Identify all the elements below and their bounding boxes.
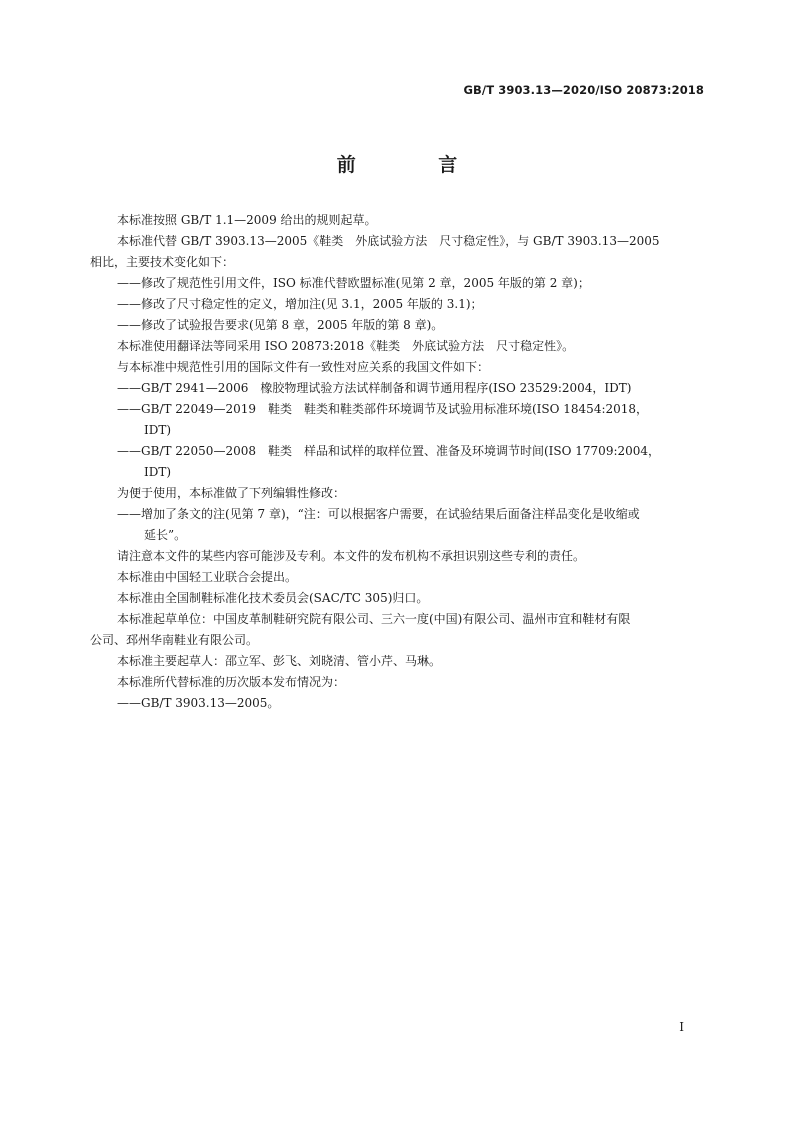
paragraph-correspondence: 与本标准中规范性引用的国际文件有一致性对应关系的我国文件如下： (117, 360, 490, 374)
list-item: ——GB/T 3903.13—2005。 (117, 696, 280, 710)
preface-body (90, 210, 705, 714)
paragraph-drafting-rules: 本标准按照 GB/T 1.1—2009 给出的规则起草。 (117, 213, 377, 227)
paragraph-replaces: 本标准代替 GB/T 3903.13—2005《鞋类 外底试验方法 尺寸稳定性》，与 GB/T 3903.13—2005 (117, 234, 660, 248)
paragraph-replaces-cont: 相比，主要技术变化如下： (90, 255, 235, 269)
paragraph-editorial: 为便于使用，本标准做了下列编辑性修改： (117, 486, 346, 500)
list-item-cont: IDT) (144, 423, 172, 437)
list-item: ——修改了规范性引用文件，ISO 标准代替欧盟标准(见第 2 章，2005 年版的第 2 章)； (117, 276, 590, 290)
standard-code: GB/T 3903.13—2020/ISO 20873:2018 (463, 83, 704, 97)
paragraph-committee: 本标准由全国制鞋标准化技术委员会(SAC/TC 305)归口。 (117, 591, 429, 605)
list-item: ——GB/T 22050—2008 鞋类 样品和试样的取样位置、准备及环境调节时间(ISO 17709:2004， (117, 444, 661, 458)
list-item-cont: 延长”。 (144, 528, 187, 542)
paragraph-drafting-units: 本标准起草单位：中国皮革制鞋研究院有限公司、三六一度(中国)有限公司、温州市宜和鞋材有限 (117, 612, 631, 626)
list-item-cont: IDT) (144, 465, 172, 479)
list-item: ——GB/T 2941—2006 橡胶物理试验方法试样制备和调节通用程序(ISO 23529:2004，IDT) (117, 381, 632, 395)
list-item: ——增加了条文的注(见第 7 章)，“注：可以根据客户需要，在试验结果后面备注样品变化是收缩或 (117, 507, 640, 521)
paragraph-proposed: 本标准由中国轻工业联合会提出。 (117, 570, 298, 584)
page-title: 前 言 (336, 154, 496, 176)
paragraph-history: 本标准所代替标准的历次版本发布情况为： (117, 675, 346, 689)
paragraph-drafting-units-cont: 公司、邳州华南鞋业有限公司。 (90, 633, 259, 647)
paragraph-patent: 请注意本文件的某些内容可能涉及专利。本文件的发布机构不承担识别这些专利的责任。 (117, 549, 586, 563)
list-item: ——GB/T 22049—2019 鞋类 鞋类和鞋类部件环境调节及试验用标准环境(ISO 18454:2018， (117, 402, 649, 416)
page-number: I (679, 1020, 684, 1034)
list-item: ——修改了试验报告要求(见第 8 章，2005 年版的第 8 章)。 (117, 318, 444, 332)
list-item: ——修改了尺寸稳定性的定义，增加注(见 3.1，2005 年版的 3.1)； (117, 297, 483, 311)
paragraph-drafters: 本标准主要起草人：邵立军、彭飞、刘晓清、管小芹、马琳。 (117, 654, 442, 668)
paragraph-adoption: 本标准使用翻译法等同采用 ISO 20873:2018《鞋类 外底试验方法 尺寸稳定性》。 (117, 339, 575, 353)
